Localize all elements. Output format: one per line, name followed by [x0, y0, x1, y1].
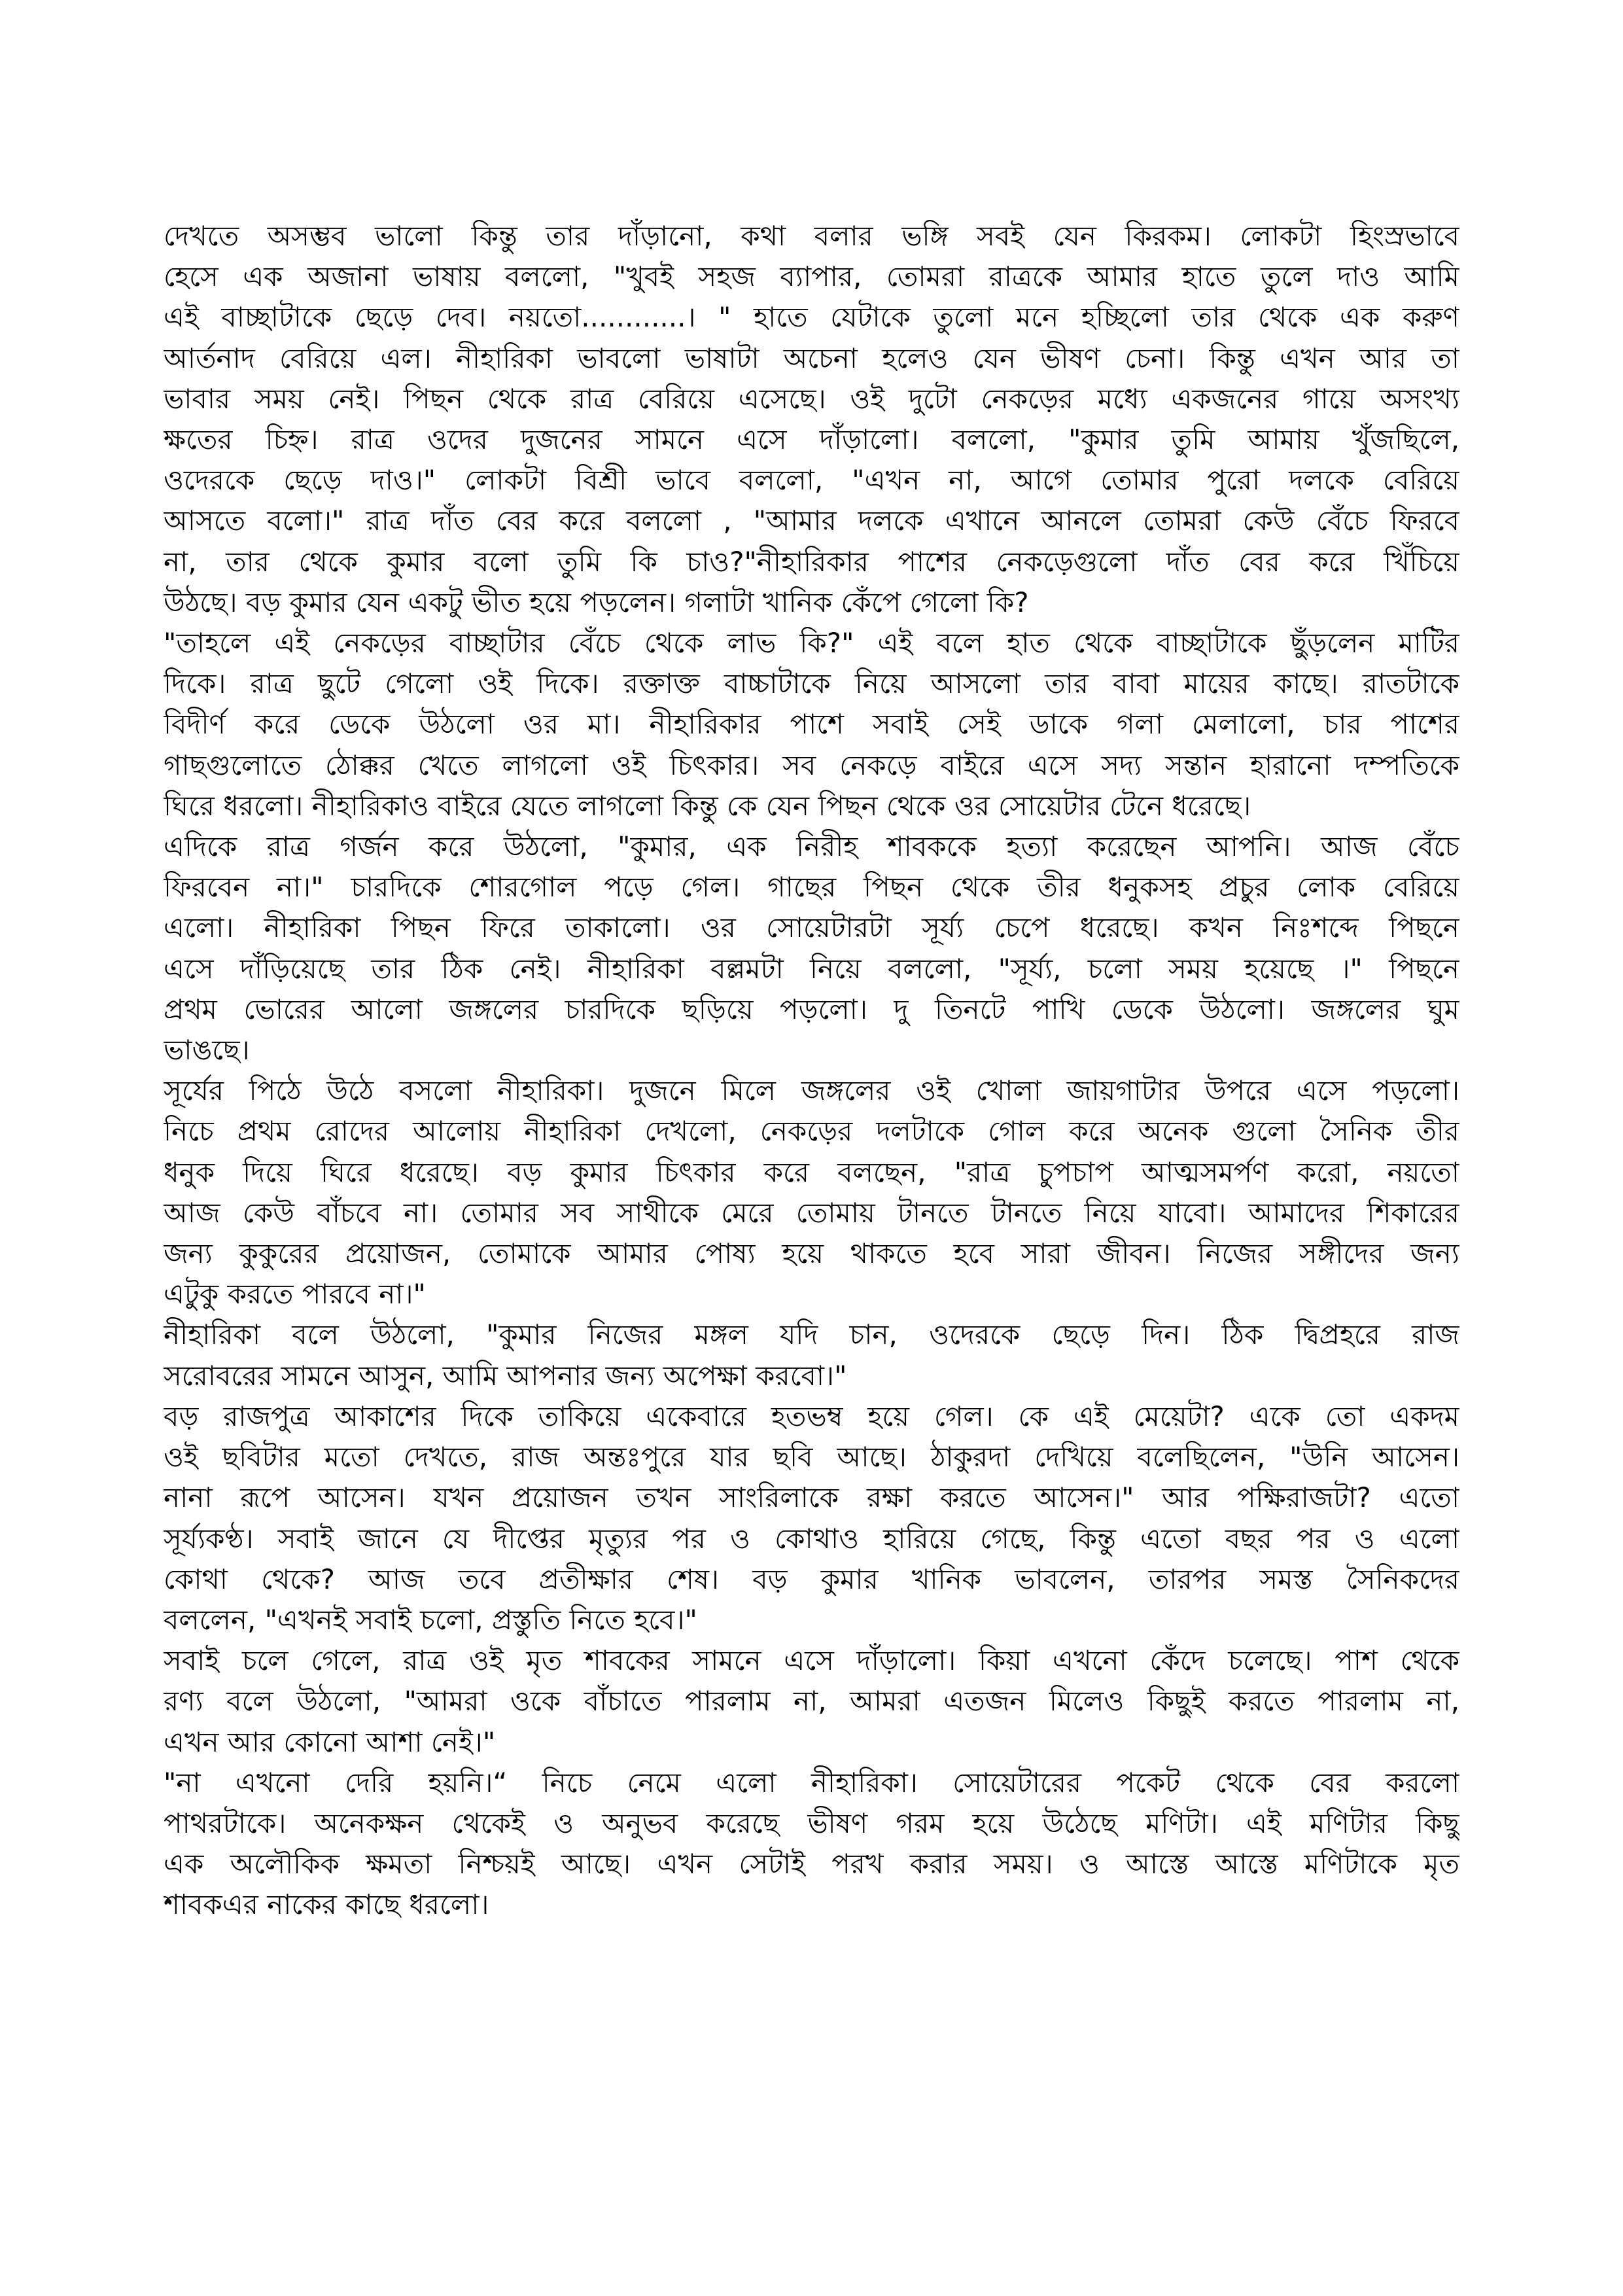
text-line: বিদীর্ণ করে ডেকে উঠলো ওর মা। নীহারিকার পাশে সবাই সেই ডাকে গলা মেলালো, চার পাশের: [164, 708, 1459, 741]
paragraph: [164, 1315, 1459, 1396]
text-line: গাছগুলোতে ঠোক্কর খেতে লাগলো ওই চিৎকার। সব নেকড়ে বাইরে এসে সদ্য সন্তান হারানো দম্পতিকে: [164, 749, 1459, 781]
text-line: এই বাচ্ছাটাকে ছেড়ে দেব। নয়তো............। " হাতে যেটাকে তুলো মনে হচ্ছিলো তার থেকে এক করুণ: [164, 301, 1459, 334]
text-line: এসে দাঁড়িয়েছে তার ঠিক নেই। নীহারিকা বল্লমটা নিয়ে বললো, "সূর্য্য, চলো সময় হয়েছে ।" পিছনে: [164, 952, 1459, 985]
text-line: "তাহলে এই নেকড়ের বাচ্ছাটার বেঁচে থেকে লাভ কি?" এই বলে হাত থেকে বাচ্ছাটাকে ছুঁড়লেন মাটির: [164, 627, 1459, 660]
text-line: দেখতে অসম্ভব ভালো কিন্তু তার দাঁড়ানো, কথা বলার ভঙ্গি সবই যেন কিরকম। লোকটা হিংস্রভাবে: [164, 220, 1459, 252]
text-line: ধনুক দিয়ে ঘিরে ধরেছে। বড় কুমার চিৎকার করে বলছেন, "রাত্র চুপচাপ আত্মসমর্পণ করো, নয়তো: [164, 1156, 1459, 1188]
paragraph: [164, 1070, 1459, 1315]
text-line: রণ্য বলে উঠলো, "আমরা ওকে বাঁচাতে পারলাম না, আমরা এতজন মিলেও কিছুই করতে পারলাম না,: [164, 1685, 1459, 1718]
text-line: সূর্য্যকণ্ঠ। সবাই জানে যে দীপ্তের মৃত্যুর পর ও কোথাও হারিয়ে গেছে, কিন্তু এতো বছর পর ও এলো: [164, 1522, 1459, 1555]
paragraph: [164, 1396, 1459, 1640]
text-line: শাবকএর নাকের কাছে ধরলো।: [164, 1888, 489, 1921]
text-line: এটুকু করতে পারবে না।": [164, 1278, 426, 1311]
text-line: বললেন, "এখনই সবাই চলো, প্রস্তুতি নিতে হবে।": [164, 1603, 697, 1636]
text-line: এদিকে রাত্র গর্জন করে উঠলো, "কুমার, এক নিরীহ শাবককে হত্যা করেছেন আপনি। আজ বেঁচে: [164, 830, 1459, 863]
text-line: ভাঙছে।: [164, 1034, 250, 1067]
text-line: নানা রূপে আসেন। যখন প্রয়োজন তখন সাংরিলাকে রক্ষা করতে আসেন।" আর পক্ষিরাজটা? এতো: [164, 1481, 1459, 1514]
paragraph: [164, 826, 1459, 1070]
text-line: ক্ষতের চিহ্ন। রাত্র ওদের দুজনের সামনে এসে দাঁড়ালো। বললো, "কুমার তুমি আমায় খুঁজছিলে,: [164, 423, 1459, 456]
text-line: ভাবার সময় নেই। পিছন থেকে রাত্র বেরিয়ে এসেছে। ওই দুটো নেকড়ের মধ্যে একজনের গায়ে অসংখ্য: [164, 382, 1459, 415]
text-line: দিকে। রাত্র ছুটে গেলো ওই দিকে। রক্তাক্ত বাচ্চাটাকে নিয়ে আসলো তার বাবা মায়ের কাছে। রাতটাকে: [164, 667, 1459, 700]
text-line: জন্য কুকুরের প্রয়োজন, তোমাকে আমার পোষ্য হয়ে থাকতে হবে সারা জীবন। নিজের সঙ্গীদের জন্য: [164, 1237, 1459, 1270]
text-line: ওই ছবিটার মতো দেখতে, রাজ অন্তঃপুরে যার ছবি আছে। ঠাকুরদা দেখিয়ে বলেছিলেন, "উনি আসেন।: [164, 1441, 1459, 1474]
text-line: উঠছে। বড় কুমার যেন একটু ভীত হয়ে পড়লেন। গলাটা খানিক কেঁপে গেলো কি?: [164, 586, 1029, 618]
paragraph: [164, 623, 1459, 826]
text-line: আর্তনাদ বেরিয়ে এল। নীহারিকা ভাবলো ভাষাটা অচেনা হলেও যেন ভীষণ চেনা। কিন্তু এখন আর তা: [164, 342, 1459, 374]
text-line: সবাই চলে গেলে, রাত্র ওই মৃত শাবকের সামনে এসে দাঁড়ালো। কিয়া এখনো কেঁদে চলেছে। পাশ থেকে: [164, 1644, 1459, 1677]
text-line: ঘিরে ধরলো। নীহারিকাও বাইরে যেতে লাগলো কিন্তু কে যেন পিছন থেকে ওর সোয়েটার টেনে ধরেছে।: [164, 789, 1251, 822]
text-line: আসতে বলো।" রাত্র দাঁত বের করে বললো , "আমার দলকে এখানে আনলে তোমরা কেউ বেঁচে ফিরবে: [164, 504, 1459, 537]
text-line: ফিরবেন না।" চারদিকে শোরগোল পড়ে গেল। গাছের পিছন থেকে তীর ধনুকসহ প্রচুর লোক বেরিয়ে: [164, 871, 1459, 904]
text-line: এক অলৌকিক ক্ষমতা নিশ্চয়ই আছে। এখন সেটাই পরখ করার সময়। ও আস্তে আস্তে মণিটাকে মৃত: [164, 1848, 1459, 1881]
text-line: "না এখনো দেরি হয়নি।“ নিচে নেমে এলো নীহারিকা। সোয়েটারের পকেট থেকে বের করলো: [164, 1766, 1459, 1799]
text-line: আজ কেউ বাঁচবে না। তোমার সব সাথীকে মেরে তোমায় টানতে টানতে নিয়ে যাবো। আমাদের শিকারের: [164, 1196, 1459, 1229]
body-text: [164, 216, 1459, 1926]
paragraph: [164, 1763, 1459, 1926]
text-line: কোথা থেকে? আজ তবে প্রতীক্ষার শেষ। বড় কুমার খানিক ভাবলেন, তারপর সমস্ত সৈনিকদের: [164, 1563, 1459, 1595]
text-line: সরোবরের সামনে আসুন, আমি আপনার জন্য অপেক্ষা করবো।": [164, 1359, 847, 1392]
text-line: না, তার থেকে কুমার বলো তুমি কি চাও?"নীহারিকার পাশের নেকড়েগুলো দাঁত বের করে খিঁচিয়ে: [164, 545, 1459, 578]
text-line: হেসে এক অজানা ভাষায় বললো, "খুবই সহজ ব্যাপার, তোমরা রাত্রকে আমার হাতে তুলে দাও আমি: [164, 260, 1459, 293]
text-line: প্রথম ভোরের আলো জঙ্গলের চারদিকে ছড়িয়ে পড়লো। দু তিনটে পাখি ডেকে উঠলো। জঙ্গলের ঘুম: [164, 993, 1459, 1025]
paragraph: [164, 1640, 1459, 1763]
text-line: সূর্যের পিঠে উঠে বসলো নীহারিকা। দুজনে মিলে জঙ্গলের ওই খোলা জায়গাটার উপরে এসে পড়লো।: [164, 1074, 1459, 1107]
text-line: বড় রাজপুত্র আকাশের দিকে তাকিয়ে একেবারে হতভম্ব হয়ে গেল। কে এই মেয়েটা? একে তো একদম: [164, 1400, 1459, 1432]
text-line: নিচে প্রথম রোদের আলোয় নীহারিকা দেখলো, নেকড়ের দলটাকে গোল করে অনেক গুলো সৈনিক তীর: [164, 1115, 1459, 1148]
text-line: পাথরটাকে। অনেকক্ষন থেকেই ও অনুভব করেছে ভীষণ গরম হয়ে উঠেছে মণিটা। এই মণিটার কিছু: [164, 1807, 1459, 1839]
text-line: এলো। নীহারিকা পিছন ফিরে তাকালো। ওর সোয়েটারটা সূর্য্য চেপে ধরেছে। কখন নিঃশব্দে পিছনে: [164, 911, 1459, 944]
text-line: এখন আর কোনো আশা নেই।": [164, 1725, 496, 1758]
paragraph: [164, 216, 1459, 623]
text-line: নীহারিকা বলে উঠলো, "কুমার নিজের মঙ্গল যদি চান, ওদেরকে ছেড়ে দিন। ঠিক দ্বিপ্রহরে রাজ: [164, 1318, 1459, 1351]
text-line: ওদেরকে ছেড়ে দাও।" লোকটা বিশ্রী ভাবে বললো, "এখন না, আগে তোমার পুরো দলকে বেরিয়ে: [164, 464, 1459, 497]
